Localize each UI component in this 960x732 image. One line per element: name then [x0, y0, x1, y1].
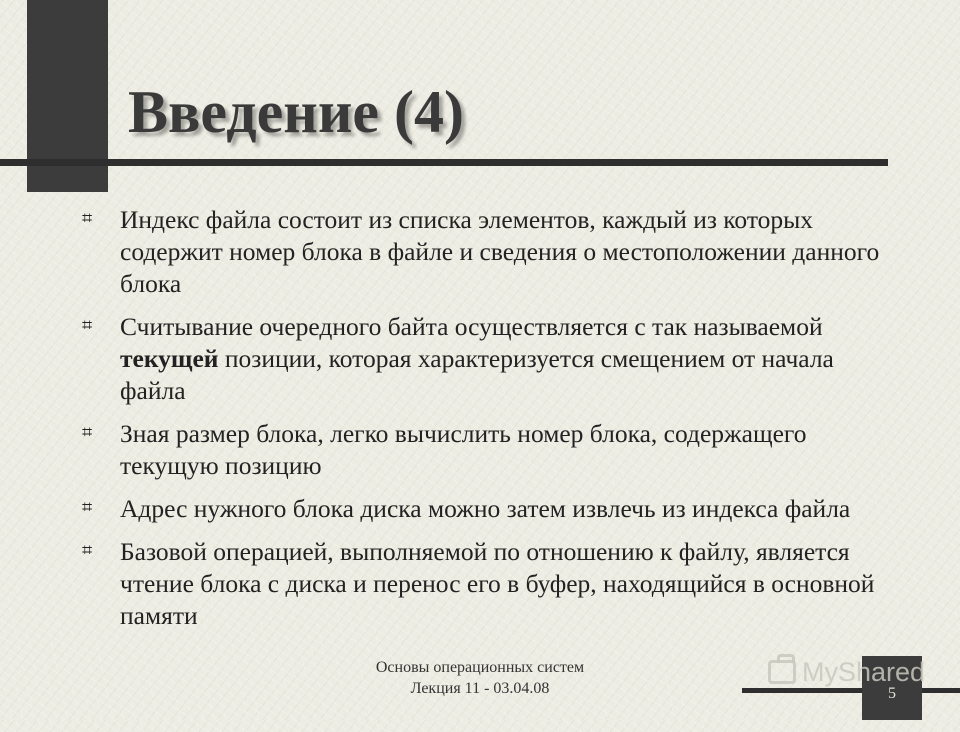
watermark-text: MyShared [802, 656, 926, 687]
bullet-marker-icon: ⌗ [82, 540, 93, 561]
bullet-item [82, 418, 882, 482]
bullet-text: Адрес нужного блока диска можно затем извлечь из индекса файла [120, 494, 851, 523]
bullet-marker-icon: ⌗ [82, 422, 93, 443]
bullet-text: Зная размер блока, легко вычислить номер блока, содержащего текущую позицию [120, 419, 807, 480]
bullet-item [82, 204, 882, 300]
slide-title: Введение (4) [128, 79, 464, 145]
bullet-item [82, 536, 882, 632]
bullet-marker-icon: ⌗ [82, 208, 93, 229]
bullet-text: Базовой операцией, выполняемой по отношению к файлу, является чтение блока с диска и перенос его в буфер, находящийся в основной памяти [120, 537, 875, 630]
bullet-list [82, 204, 882, 643]
footer-course-name: Основы операционных систем [375, 659, 585, 676]
bullet-item [82, 311, 882, 407]
footer-lecture-date: Лекция 11 - 03.04.08 [410, 680, 550, 697]
slide-footer [330, 657, 630, 699]
bullet-marker-icon: ⌗ [82, 497, 93, 518]
bullet-text-bold: текущей [120, 344, 219, 373]
bullet-text-pre: Считывание очередного байта осуществляется с так называемой [120, 312, 823, 341]
watermark-logo [768, 655, 925, 689]
bullet-marker-icon: ⌗ [82, 315, 93, 336]
title-underline [0, 159, 888, 166]
bullet-text-post: позиции, которая характеризуется смещением от начала файла [120, 344, 834, 405]
bullet-text: Индекс файла состоит из списка элементов, каждый из которых содержит номер блока в файле и сведения о местоположении данного блока [120, 205, 880, 298]
watermark-icon [768, 660, 796, 684]
page-number: 5 [888, 685, 896, 702]
bullet-item [82, 493, 882, 525]
